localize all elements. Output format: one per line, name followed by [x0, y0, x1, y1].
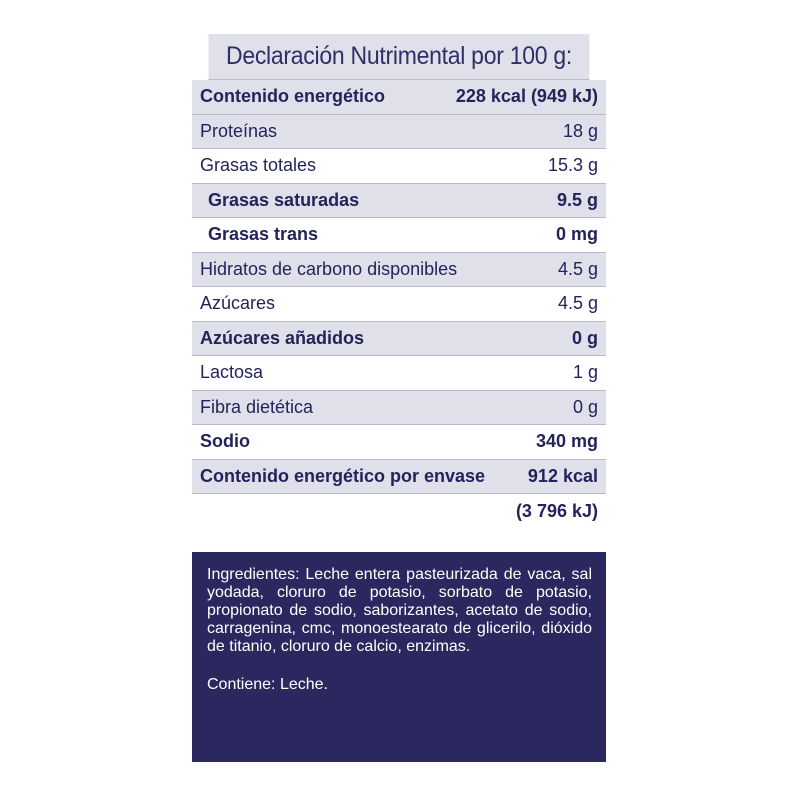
nutrient-label: Grasas saturadas [208, 189, 360, 210]
nutrient-label: Grasas trans [208, 224, 319, 245]
ingredients-box [192, 552, 606, 762]
nutrition-row [192, 253, 606, 288]
nutrition-row [192, 287, 606, 322]
nutrient-value: 228 kcal (949 kJ) [455, 86, 598, 107]
nutrition-row [192, 322, 606, 357]
nutrient-value: 18 g [562, 120, 598, 141]
nutrient-label: Hidratos de carbono disponibles [200, 258, 458, 279]
nutrient-label: Lactosa [200, 362, 264, 383]
nutrient-label: Contenido energético por envase [200, 465, 486, 486]
nutrient-label: Proteínas [200, 120, 278, 141]
nutrient-label: Azúcares añadidos [200, 327, 365, 348]
nutrition-row [192, 184, 606, 219]
nutrient-value: 4.5 g [557, 293, 598, 314]
nutrition-row [192, 149, 606, 184]
nutrient-label: Contenido energético [200, 86, 386, 107]
nutrition-row [192, 218, 606, 253]
nutrition-row [192, 356, 606, 391]
nutrient-label: Fibra dietética [200, 396, 314, 417]
nutrition-row [192, 391, 606, 426]
nutrient-value: (3 796 kJ) [515, 500, 598, 521]
nutrition-rows [192, 80, 606, 529]
nutrient-value: 340 mg [535, 431, 598, 452]
nutrient-value: 4.5 g [557, 258, 598, 279]
nutrient-value: 0 mg [555, 224, 598, 245]
nutrient-value: 1 g [572, 362, 598, 383]
nutrition-row [192, 425, 606, 460]
nutrient-value: 912 kcal [527, 465, 598, 486]
nutrition-row [192, 494, 606, 529]
ingredients-text: Ingredientes: Leche entera pasteurizada de vaca, sal yodada, cloruro de potasio, sorbato de potasio, propionato de sodio, saborizantes, acetato de sodio, carragenina, cmc, monoestearato de glicerilo, dióxido de titanio, cloruro de calcio, enzimas. [207, 566, 592, 655]
nutrient-label: Sodio [200, 431, 250, 452]
nutrient-value: 0 g [571, 327, 598, 348]
nutrient-label: Azúcares [200, 293, 276, 314]
nutrient-value: 15.3 g [547, 155, 598, 176]
nutrition-row [192, 460, 606, 495]
nutrition-table [192, 34, 606, 529]
nutrient-value: 9.5 g [556, 189, 598, 210]
nutrition-row [192, 115, 606, 150]
nutrition-row [192, 80, 606, 115]
nutrition-table-title: Declaración Nutrimental por 100 g: [209, 34, 590, 80]
allergen-statement: Contiene: Leche. [207, 676, 328, 693]
nutrient-label: Grasas totales [200, 155, 317, 176]
nutrient-value: 0 g [572, 396, 598, 417]
